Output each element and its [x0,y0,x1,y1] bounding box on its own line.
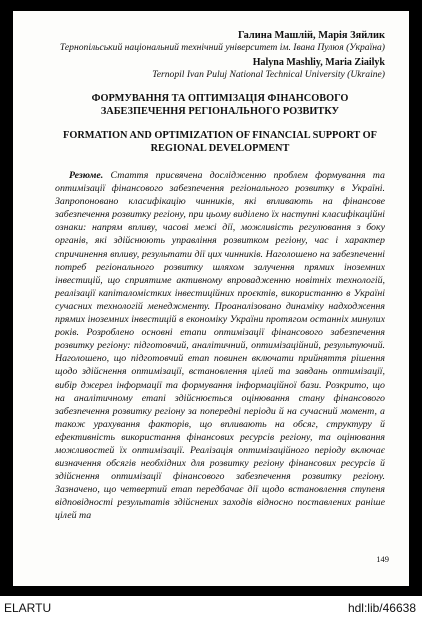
title-ukrainian: ФОРМУВАННЯ ТА ОПТИМІЗАЦІЯ ФІНАНСОВОГО ЗАБЕЗПЕЧЕННЯ РЕГІОНАЛЬНОГО РОЗВИТКУ [91,93,349,117]
authors-english: Halyna Mashliy, Maria Ziailyk [252,56,385,68]
handle-identifier: hdl:lib/46638 [347,601,416,615]
abstract-lead: Резюме. [69,170,104,181]
paper-page [13,11,409,586]
title-english: FORMATION AND OPTIMIZATION OF FINANCIAL SUPPORT OF REGIONAL DEVELOPMENT [63,130,377,154]
page-number: 149 [376,554,389,564]
repository-name: ELARTU [4,601,52,615]
abstract-paragraph [55,169,385,523]
affiliation-ukrainian: Тернопільський національний технічний університет ім. Івана Пулюя (Україна) [59,42,385,53]
affiliation-english: Ternopil Ivan Puluj National Technical University (Ukraine) [152,68,385,80]
abstract-text: Стаття присвячена дослідженню проблем формування та оптимізації фінансового забезпечення регіонального розвитку в Україні. Запропоновано класифікацію чинників, які впливають на фінансове забезпечення розвитку регіону, при цьому виділено їх наступні класифікаційні ознаки: напрям впливу, часові межі дії, можливість регулювання з боку органів, які здійснюють управління розвитком регіону, час і характер спричинення впливу, результати дії цих чинників. Наголошено на забезпеченні потреб регіонального розвитку шляхом залучення прямих іноземних інвестицій, що сприятиме активному впровадженню новітніх технологій, реалізації капіталомістких інвестиційних проєктів, використанню в Україні сучасних технологій менеджменту. Проаналізовано динаміку надходження прямих іноземних інвестицій в економіку України протягом останніх минулих років. Розроблено основні етапи оптимізації фінансового забезпечення розвитку регіону: підготовчий, аналітичний, оптимізаційний, результуючий. Наголошено, що підготовчий етап повинен включати прийняття рішення щодо здійснення оптимізації, встановлення цілей та завдань оптимізації, вибір джерел інформації та формування інформаційної бази. Розкрито, що на аналітичному етапі здійснюється оцінювання стану фінансового забезпечення розвитку регіону за попередні періоди й на сучасний момент, а також урахування факторів, що впливають на обсяг, структуру й ефективність використання фінансових ресурсів регіону, та оцінювання можливостей їх оптимізації. Реалізація оптимізаційного періоду включає визначення обсягів необхідних для розвитку регіону фінансових ресурсів й здійснення оптимізації фінансового забезпечення розвитку регіону. Зазначено, що четвертий етап передбачає дії щодо встановлення ступеня відповідності результатів здійснених заходів відносно поставлених раніше цілей та [55,170,385,522]
footer-bar [0,596,422,620]
authors-ukrainian: Галина Машлій, Марія Зяйлик [237,30,385,41]
